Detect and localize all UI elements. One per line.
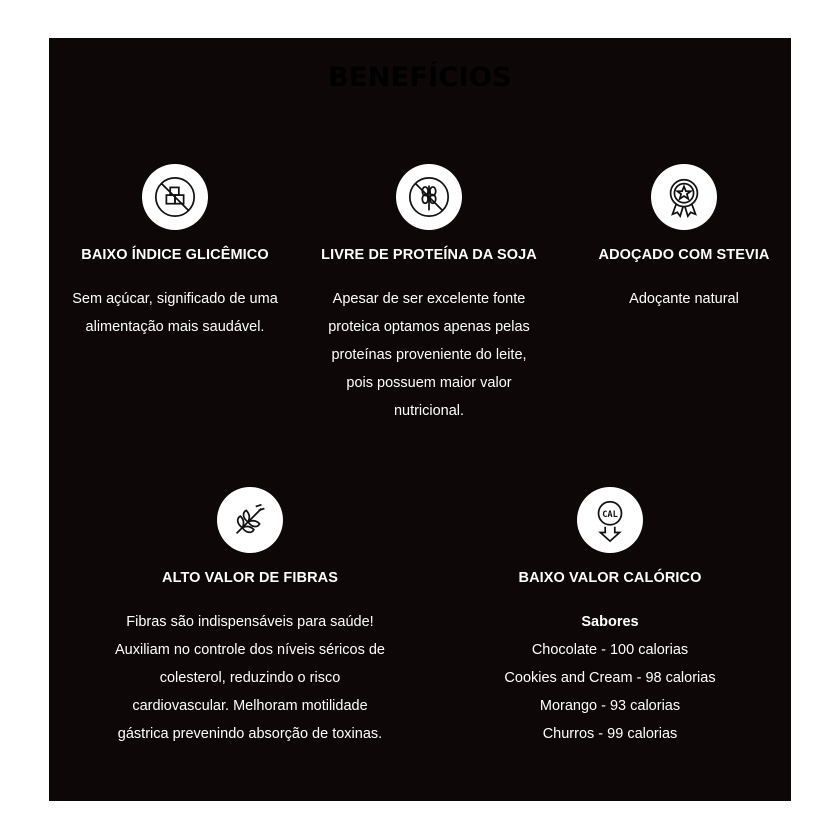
feature-heading: ALTO VALOR DE FIBRAS — [162, 570, 338, 586]
feature-description — [475, 608, 745, 748]
feature-heading: ADOÇADO COM STEVIA — [598, 247, 770, 263]
feature-low-calorie — [475, 487, 745, 748]
page-title: BENEFÍCIOS — [328, 62, 512, 93]
flavor-item: Chocolate - 100 calorias — [531, 642, 689, 658]
feature-description: Adoçante natural — [629, 291, 739, 307]
feature-description: Apesar de ser excelente fonte proteica optamos apenas pelas proteínas proveniente do leite, pois possuem maior valor nutricional. — [328, 291, 530, 419]
flavors-title: Sabores — [581, 614, 639, 630]
flavor-item: Morango - 93 calorias — [539, 698, 681, 714]
no-sugar-icon — [142, 164, 208, 230]
feature-soy-free — [304, 164, 554, 425]
flavor-item: Cookies and Cream - 98 calorias — [504, 670, 716, 686]
no-soy-icon — [396, 164, 462, 230]
feature-description: Sem açúcar, significado de uma alimentação mais saudável. — [72, 291, 278, 335]
feature-heading: BAIXO VALOR CALÓRICO — [518, 570, 702, 586]
feature-description: Fibras são indispensáveis para saúde! Auxiliam no controle dos níveis séricos de colesterol, reduzindo o risco cardiovascular. Melhoram motilidade gástrica prevenindo absorção de toxinas. — [115, 614, 385, 742]
feature-high-fiber — [95, 487, 405, 748]
feature-low-glycemic — [60, 164, 290, 341]
feature-stevia — [574, 164, 794, 313]
stevia-badge-icon — [651, 164, 717, 230]
svg-text:CAL: CAL — [602, 510, 618, 521]
feature-heading: BAIXO ÍNDICE GLICÊMICO — [81, 247, 269, 263]
low-calorie-icon — [577, 487, 643, 553]
fiber-leaf-icon — [217, 487, 283, 553]
feature-heading: LIVRE DE PROTEÍNA DA SOJA — [321, 247, 537, 263]
flavor-item: Churros - 99 calorias — [542, 726, 678, 742]
